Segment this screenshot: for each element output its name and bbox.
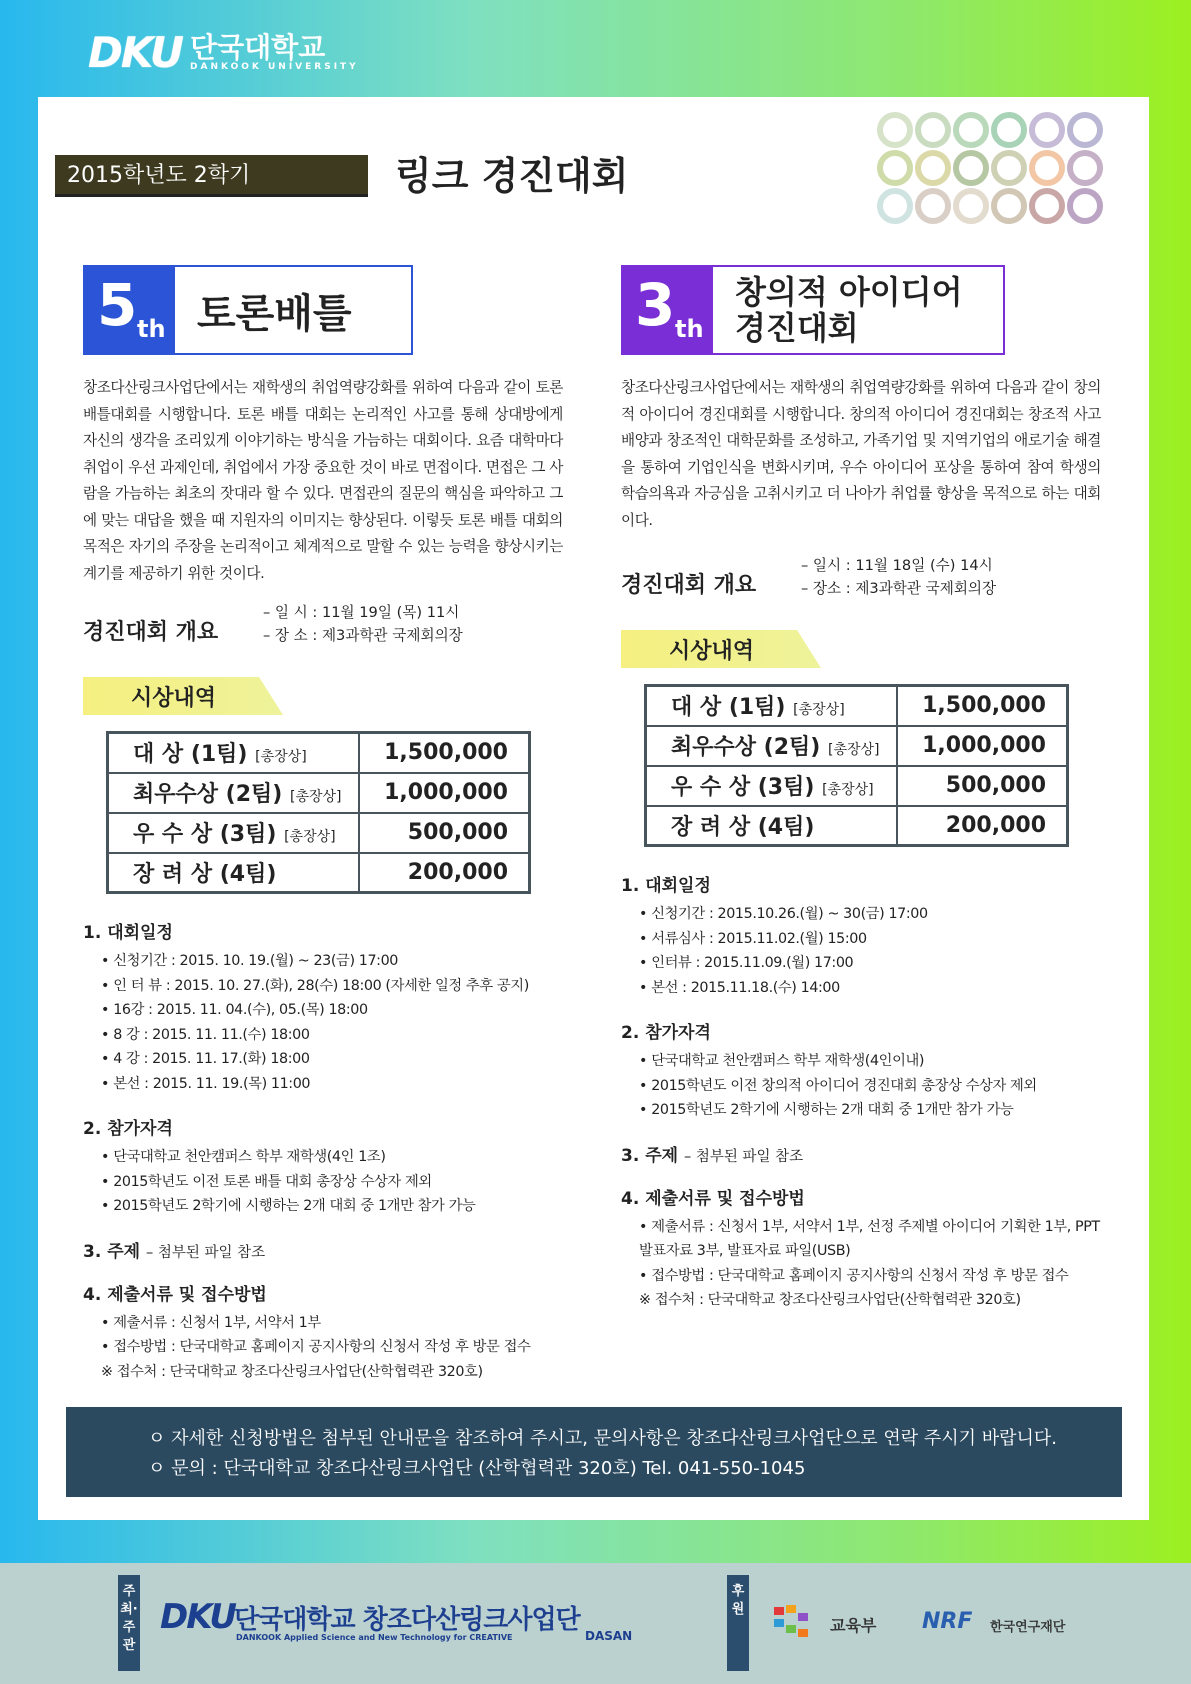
- idea-banner: [621, 265, 1005, 355]
- prize-note: [총장상]: [284, 829, 336, 845]
- circle-icon: [915, 188, 951, 224]
- overview-date: – 일 시 : 11월 19일 (목) 11시: [263, 604, 460, 621]
- circle-icon: [953, 150, 989, 186]
- table-row: [108, 853, 530, 893]
- table-row: [108, 733, 530, 773]
- overview-place: – 장소 : 제3과학관 국제회의장: [801, 580, 997, 597]
- table-row: [646, 766, 1068, 806]
- table-row: [108, 813, 530, 853]
- table-row: [646, 806, 1068, 846]
- prize-name: 우 수 상 (3팀): [671, 775, 815, 800]
- edition-number: 3: [635, 271, 673, 339]
- info-line: ㅇ 문의 : 단국대학교 창조다산링크사업단 (산학협력관 320호) Tel. 041-550-1045: [148, 1458, 806, 1479]
- topic-heading: 3. 주제: [621, 1145, 679, 1166]
- list-item: • 4 강 : 2015. 11. 17.(화) 18:00: [101, 1047, 563, 1072]
- logo-english: DANKOOK UNIVERSITY: [190, 61, 359, 72]
- dku-logo: [88, 28, 359, 77]
- page-title: 링크 경진대회: [395, 154, 629, 198]
- award-label: 시상내역: [131, 686, 217, 711]
- dasan-logo: DASAN: [585, 1629, 633, 1643]
- edition-badge: [85, 267, 175, 353]
- list-item: ※ 접수처 : 단국대학교 창조다산링크사업단(산학협력관 320호): [639, 1288, 1101, 1313]
- contest-name: 토론배틀: [197, 290, 352, 337]
- table-row: [646, 686, 1068, 726]
- info-line: ㅇ 자세한 신청방법은 첨부된 안내문을 참조하여 주시고, 문의사항은 창조다산링크사업단으로 연락 주시기 바랍니다.: [148, 1428, 1058, 1449]
- circle-icon: [1067, 188, 1103, 224]
- circle-icon: [915, 112, 951, 148]
- logo-korean: 단국대학교: [190, 30, 326, 64]
- eligibility-list: [101, 1145, 563, 1219]
- list-item: • 단국대학교 천안캠퍼스 학부 재학생(4인 1조): [101, 1145, 563, 1170]
- section-schedule: 1. 대회일정: [83, 923, 173, 943]
- list-item: • 인 터 뷰 : 2015. 10. 27.(화), 28(수) 18:00 (자세한 일정 추후 공지): [101, 974, 563, 999]
- section-topic: [83, 1237, 563, 1262]
- semester-label: 2015학년도 2학기: [55, 155, 368, 197]
- sponsor-label: 후원: [727, 1575, 749, 1671]
- prize-name: 최우수상 (2팀): [133, 782, 283, 807]
- prize-name: 최우수상 (2팀): [671, 735, 821, 760]
- overview-title: 경진대회 개요: [83, 620, 219, 645]
- table-row: [646, 726, 1068, 766]
- moe-name: 교육부: [830, 1616, 877, 1635]
- table-row: [108, 773, 530, 813]
- circle-icon: [1067, 150, 1103, 186]
- list-item: • 2015학년도 이전 창의적 아이디어 경진대회 총장상 수상자 제외: [639, 1074, 1101, 1099]
- award-heading: [83, 677, 283, 715]
- prize-name: 장 려 상 (4팀): [133, 861, 277, 887]
- circle-icon: [991, 188, 1027, 224]
- prize-name: 우 수 상 (3팀): [133, 822, 277, 847]
- circle-icon: [953, 112, 989, 148]
- list-item: • 16강 : 2015. 11. 04.(수), 05.(목) 18:00: [101, 998, 563, 1023]
- prize-note: [총장상]: [793, 702, 845, 719]
- overview-title: 경진대회 개요: [621, 573, 757, 598]
- award-label: 시상내역: [669, 639, 755, 664]
- contest-name: [713, 267, 963, 353]
- debate-battle-column: [83, 265, 563, 1384]
- overview: [621, 554, 1101, 600]
- contest-name-line2: 경진대회: [735, 309, 859, 347]
- list-item: • 접수방법 : 단국대학교 홈페이지 공지사항의 신청서 작성 후 방문 접수: [101, 1335, 563, 1360]
- prize-note: [총장상]: [255, 749, 307, 766]
- list-item: • 8 강 : 2015. 11. 11.(수) 18:00: [101, 1023, 563, 1048]
- prize-name: 대 상 (1팀): [671, 695, 786, 721]
- topic-note: – 첨부된 파일 참조: [683, 1148, 804, 1165]
- section-submission: 4. 제출서류 및 접수방법: [621, 1188, 805, 1209]
- host-label: 주최·주관: [118, 1575, 140, 1671]
- section-submission: 4. 제출서류 및 접수방법: [83, 1284, 267, 1305]
- circle-icon: [877, 112, 913, 148]
- prize-amount: 1,000,000: [359, 773, 529, 813]
- list-item: ※ 접수처 : 단국대학교 창조다산링크사업단(산학협력관 320호): [101, 1360, 563, 1385]
- prize-table: [106, 731, 531, 894]
- prize-name: 대 상 (1팀): [133, 742, 248, 768]
- circle-icon: [1029, 112, 1065, 148]
- footer: [0, 1563, 1191, 1684]
- schedule-list: [101, 949, 563, 1096]
- circle-icon: [1029, 188, 1065, 224]
- prize-amount: 500,000: [897, 766, 1067, 806]
- list-item: • 접수방법 : 단국대학교 홈페이지 공지사항의 신청서 작성 후 방문 접수: [639, 1264, 1101, 1289]
- edition-suffix: th: [137, 315, 166, 343]
- moe-logo-icon: [772, 1603, 824, 1643]
- org-logo-mark: DKU: [160, 1597, 235, 1637]
- circle-icon: [877, 150, 913, 186]
- list-item: • 단국대학교 천안캠퍼스 학부 재학생(4인이내): [639, 1049, 1101, 1074]
- list-item: • 2015학년도 2학기에 시행하는 2개 대회 중 1개만 참가 가능: [639, 1098, 1101, 1123]
- eligibility-list: [639, 1049, 1101, 1123]
- section-topic: [621, 1141, 1101, 1166]
- list-item: • 본선 : 2015.11.18.(수) 14:00: [639, 976, 1101, 1001]
- edition-badge: [623, 267, 713, 353]
- prize-amount: 1,500,000: [359, 733, 529, 773]
- list-item: • 제출서류 : 신청서 1부, 서약서 1부, 선정 주제별 아이디어 기획한 1부, PPT 발표자료 3부, 발표자료 파일(USB): [639, 1215, 1101, 1264]
- prize-note: [총장상]: [822, 782, 874, 798]
- prize-amount: 500,000: [359, 813, 529, 853]
- circle-icon: [991, 112, 1027, 148]
- prize-amount: 1,500,000: [897, 686, 1067, 726]
- circle-icon: [1067, 112, 1103, 148]
- prize-note: [총장상]: [828, 742, 880, 758]
- section-schedule: 1. 대회일정: [621, 876, 711, 896]
- intro-text: 창조다산링크사업단에서는 재학생의 취업역량강화를 위하여 다음과 같이 토론배틀대회를 시행합니다. 토론 배틀 대회는 논리적인 사고를 통해 상대방에게 자신의 생각을 조리있게 이야기하는 방식을 가늠하는 대회이다. 요즘 대학마다 취업이 우선 과제인데, 취업에서 가장 중요한 것이 바로 면접이다. 면접은 그 사람을 가늠하는 최초의 잣대라 할 수 있다. 면접관의 질문의 핵심을 파악하고 그에 맞는 대답을 했을 때 지원자의 이미지는 향상된다. 이렇듯 토론 배틀 대회의 목적은 자기의 주장을 논리적이고 체계적으로 말할 수 있는 능력을 향상시키는 계기를 제공하기 위한 것이다.: [83, 379, 563, 582]
- list-item: • 신청기간 : 2015.10.26.(월) ~ 30(금) 17:00: [639, 902, 1101, 927]
- circle-icon: [953, 188, 989, 224]
- circle-icon: [1029, 150, 1065, 186]
- list-item: • 신청기간 : 2015. 10. 19.(월) ~ 23(금) 17:00: [101, 949, 563, 974]
- submission-list: [639, 1215, 1101, 1313]
- list-item: • 2015학년도 2학기에 시행하는 2개 대회 중 1개만 참가 가능: [101, 1194, 563, 1219]
- circle-icon: [877, 188, 913, 224]
- section-eligibility: 2. 참가자격: [83, 1119, 173, 1139]
- list-item: • 서류심사 : 2015.11.02.(월) 15:00: [639, 927, 1101, 952]
- prize-amount: 1,000,000: [897, 726, 1067, 766]
- org-name: 단국대학교 창조다산링크사업단: [234, 1605, 580, 1635]
- overview: [83, 601, 563, 647]
- edition-number: 5: [97, 271, 135, 339]
- prize-table: [644, 684, 1069, 847]
- list-item: • 본선 : 2015. 11. 19.(목) 11:00: [101, 1072, 563, 1097]
- schedule-list: [639, 902, 1101, 1000]
- prize-amount: 200,000: [359, 853, 529, 893]
- debate-banner: [83, 265, 413, 355]
- overview-place: – 장 소 : 제3과학관 국제회의장: [263, 627, 463, 644]
- org-subtitle: DANKOOK Applied Science and New Technology for CREATIVE: [236, 1633, 513, 1642]
- contact-info-bar: [66, 1407, 1122, 1497]
- edition-suffix: th: [675, 315, 704, 343]
- nrf-logo: NRF: [922, 1609, 973, 1634]
- overview-date: – 일시 : 11월 18일 (수) 14시: [801, 557, 993, 574]
- circle-icon: [991, 150, 1027, 186]
- prize-note: [총장상]: [290, 789, 342, 805]
- list-item: • 제출서류 : 신청서 1부, 서약서 1부: [101, 1311, 563, 1336]
- circle-icon: [915, 150, 951, 186]
- nrf-name: 한국연구재단: [990, 1620, 1066, 1635]
- dku-logo-mark: DKU: [88, 28, 183, 77]
- intro-text: 창조다산링크사업단에서는 재학생의 취업역량강화를 위하여 다음과 같이 창의적 아이디어 경진대회를 시행합니다. 창의적 아이디어 경진대회는 창조적 사고 배양과 창조적인 대학문화를 조성하고, 가족기업 및 지역기업의 애로기술 해결을 통하여 기업인식을 변화시키며, 우수 아이디어 포상을 통하여 참여 학생의 학습의욕과 자긍심을 고취시키고 더 나아가 취업률 향상을 목적으로 하는 대회이다.: [621, 379, 1101, 529]
- list-item: • 인터뷰 : 2015.11.09.(월) 17:00: [639, 951, 1101, 976]
- creative-idea-column: [621, 265, 1101, 1313]
- contest-name-line1: 창의적 아이디어: [735, 273, 963, 311]
- award-heading: [621, 630, 821, 668]
- list-item: • 2015학년도 이전 토론 배틀 대회 총장상 수상자 제외: [101, 1170, 563, 1195]
- prize-name: 장 려 상 (4팀): [671, 814, 815, 840]
- topic-note: – 첨부된 파일 참조: [145, 1244, 266, 1261]
- section-eligibility: 2. 참가자격: [621, 1023, 711, 1043]
- submission-list: [101, 1311, 563, 1385]
- prize-amount: 200,000: [897, 806, 1067, 846]
- topic-heading: 3. 주제: [83, 1241, 141, 1262]
